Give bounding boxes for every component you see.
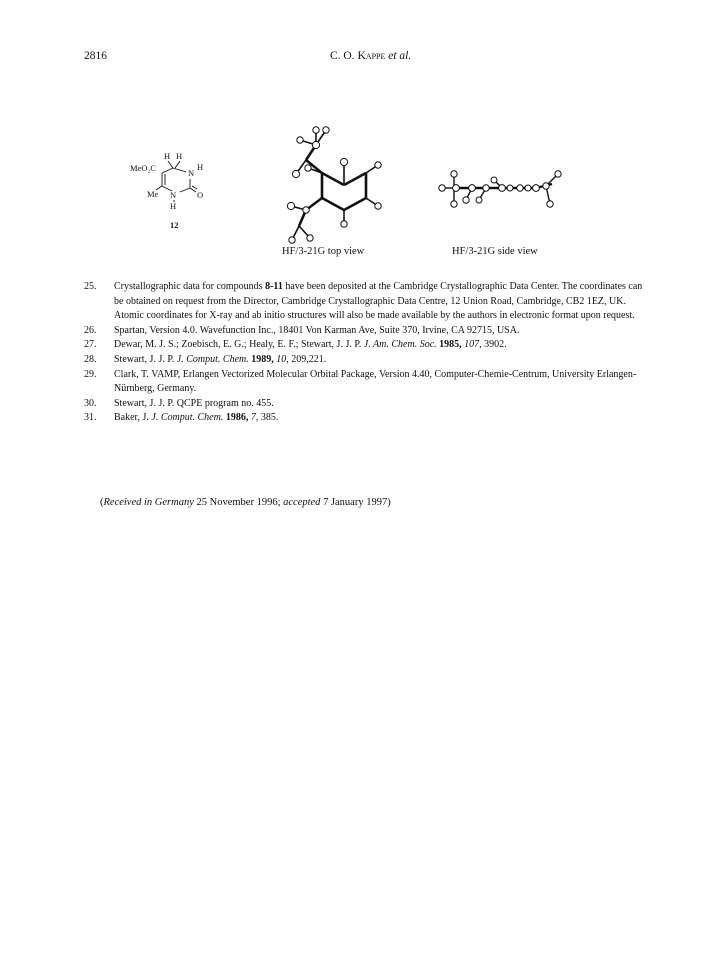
substituent-meo2c: MeO₂C	[130, 163, 157, 173]
reference-text: Baker, J. J. Comput. Chem. 1986, 7, 385.	[114, 412, 279, 424]
reference-item	[84, 411, 644, 426]
reference-text: Crystallographic data for compounds 8-11 have been deposited at the Cambridge Crystallographic Data Center. The coordinates can be obtained on request from the Director, Cambridge Crystallographic Data Centre, 12 Union Road, Cambridge, CB2 1EZ, UK. Atomic coordinates for X-ray and ab initio structures will also be made available by the authors in electronic format upon request.	[114, 281, 643, 322]
atom-n-top: N	[188, 168, 195, 178]
reference-number: 29.	[84, 368, 97, 380]
compound-structure	[130, 151, 203, 230]
reference-item	[84, 280, 644, 324]
et-al: et al.	[388, 50, 412, 62]
author-surname: Kappe	[357, 50, 386, 62]
substituent-me: Me	[147, 189, 159, 199]
running-head-authors	[330, 50, 411, 62]
reference-number: 27.	[84, 339, 97, 351]
top-view-model	[287, 127, 381, 243]
reference-item	[84, 397, 644, 412]
reference-item	[84, 324, 644, 339]
reference-number: 31.	[84, 412, 97, 424]
author-initials: C. O.	[330, 50, 355, 62]
atom-o: O	[197, 190, 204, 200]
atom-n-bottom: N	[170, 190, 177, 200]
references-list	[84, 280, 644, 426]
page-number: 2816	[84, 50, 107, 62]
received-note: (Received in Germany 25 November 1996; accepted 7 January 1997)	[100, 497, 391, 508]
figure	[84, 100, 654, 270]
reference-number: 28.	[84, 353, 97, 365]
caption-top-view: HF/3-21G top view	[282, 246, 365, 257]
reference-item	[84, 353, 644, 368]
reference-item	[84, 338, 644, 353]
reference-text: Clark, T. VAMP, Erlangen Vectorized Molecular Orbital Package, Version 4.40, Computer-Chemie-Centrum, University Erlangen-Nürnberg, Germany.	[114, 368, 637, 395]
atom-h-bottom: H	[170, 201, 177, 211]
reference-item	[84, 368, 644, 397]
atom-h-right: H	[176, 151, 183, 161]
reference-number: 26.	[84, 324, 97, 336]
reference-text: Spartan, Version 4.0. Wavefunction Inc., 18401 Von Karman Ave, Suite 370, Irvine, CA 92715, USA.	[114, 324, 520, 336]
reference-text: Stewart, J. J. P. J. Comput. Chem. 1989, 10, 209,221.	[114, 353, 327, 365]
running-header	[84, 50, 654, 68]
side-view-model	[439, 171, 561, 207]
caption-side-view: HF/3-21G side view	[452, 246, 538, 257]
reference-text: Dewar, M. J. S.; Zoebisch, E. G.; Healy, E. F.; Stewart, J. J. P. J. Am. Chem. Soc. 1985, 107, 3902.	[114, 339, 507, 351]
compound-label: 12	[170, 220, 179, 230]
figure-drawings	[84, 100, 654, 250]
atom-h-left: H	[164, 151, 171, 161]
reference-number: 30.	[84, 397, 97, 409]
atom-nh: H	[197, 162, 204, 172]
reference-text: Stewart, J. J. P. QCPE program no. 455.	[114, 397, 274, 409]
reference-number: 25.	[84, 281, 97, 292]
